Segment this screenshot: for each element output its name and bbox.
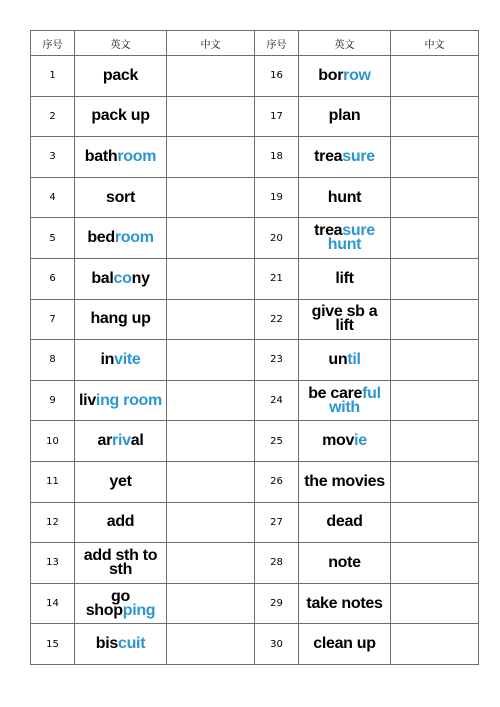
table-row (31, 421, 479, 462)
english-word-text (301, 224, 389, 252)
table-row (31, 461, 479, 502)
english-word (75, 56, 167, 97)
english-word (299, 299, 391, 340)
chinese-answer-blank[interactable] (391, 461, 479, 502)
chinese-answer-blank[interactable] (167, 583, 255, 624)
english-word-text (314, 147, 375, 165)
item-number: 15 (31, 624, 75, 665)
item-number: 20 (255, 218, 299, 259)
table-row (31, 258, 479, 299)
english-word (75, 258, 167, 299)
chinese-answer-blank[interactable] (391, 340, 479, 381)
english-word-text (335, 269, 354, 287)
chinese-answer-blank[interactable] (391, 380, 479, 421)
header-num-left: 序号 (31, 31, 75, 56)
english-word-text (98, 434, 144, 448)
item-number: 14 (31, 583, 75, 624)
item-number: 12 (31, 502, 75, 543)
english-word-text (301, 384, 389, 416)
table-row (31, 502, 479, 543)
english-word-text (107, 515, 135, 529)
english-word-text (306, 594, 383, 612)
english-word (299, 624, 391, 665)
highlighted-syllable: ing room (95, 391, 162, 409)
highlighted-syllable: riv (112, 432, 131, 450)
chinese-answer-blank[interactable] (391, 258, 479, 299)
item-number: 6 (31, 258, 75, 299)
english-word (75, 502, 167, 543)
english-word-text (100, 350, 141, 368)
header-en-left: 英文 (75, 31, 167, 56)
english-word-text (329, 109, 361, 123)
english-word-text (328, 553, 361, 571)
word-segment: un (328, 350, 348, 368)
english-word-text (102, 66, 139, 84)
chinese-answer-blank[interactable] (167, 218, 255, 259)
english-word-text (326, 515, 362, 529)
word-segment: add sth to sth (83, 546, 158, 578)
item-number: 24 (255, 380, 299, 421)
word-segment: in (100, 350, 115, 368)
english-word (75, 421, 167, 462)
highlighted-syllable: ie (354, 432, 367, 450)
highlighted-syllable: sure (342, 147, 375, 165)
item-number: 3 (31, 137, 75, 178)
english-word (299, 340, 391, 381)
english-word (299, 137, 391, 178)
chinese-answer-blank[interactable] (391, 299, 479, 340)
word-segment: bath (84, 147, 118, 165)
item-number: 28 (255, 543, 299, 584)
word-segment: pack up (91, 107, 150, 125)
item-number: 5 (31, 218, 75, 259)
item-number: 13 (31, 543, 75, 584)
item-number: 4 (31, 177, 75, 218)
highlighted-syllable: co (113, 269, 132, 287)
highlighted-syllable: ping (122, 601, 156, 619)
table-row (31, 96, 479, 137)
word-segment: liv (79, 391, 96, 409)
vocabulary-sheet (30, 30, 470, 665)
english-word-text (84, 147, 157, 165)
word-segment: pack (102, 66, 139, 84)
chinese-answer-blank[interactable] (167, 502, 255, 543)
header-cn-right: 中文 (391, 31, 479, 56)
vocabulary-body (31, 56, 479, 665)
header-num-right: 序号 (255, 31, 299, 56)
chinese-answer-blank[interactable] (391, 137, 479, 178)
header-en-right: 英文 (299, 31, 391, 56)
english-word-text (90, 312, 150, 326)
word-segment: mov (322, 432, 355, 450)
english-word-text (77, 587, 165, 619)
highlighted-syllable: room (117, 147, 157, 165)
chinese-answer-blank[interactable] (391, 421, 479, 462)
english-word (75, 177, 167, 218)
item-number: 10 (31, 421, 75, 462)
vocabulary-table (30, 30, 479, 665)
table-row (31, 583, 479, 624)
item-number: 1 (31, 56, 75, 97)
word-segment: add (106, 513, 135, 531)
english-word (299, 56, 391, 97)
english-word (75, 299, 167, 340)
word-segment: trea (314, 147, 343, 165)
header-row (31, 31, 479, 56)
item-number: 27 (255, 502, 299, 543)
word-segment: ar (97, 432, 113, 450)
word-segment: take notes (306, 594, 383, 612)
highlighted-syllable: vite (114, 350, 141, 368)
word-segment: hang up (90, 310, 151, 328)
english-word (75, 340, 167, 381)
english-word-text (109, 472, 132, 490)
english-word (75, 96, 167, 137)
chinese-answer-blank[interactable] (167, 56, 255, 97)
item-number: 19 (255, 177, 299, 218)
word-segment: hunt (327, 188, 362, 206)
table-row (31, 299, 479, 340)
highlighted-syllable: room (114, 229, 154, 247)
highlighted-syllable: row (343, 66, 371, 84)
table-row (31, 177, 479, 218)
english-word (75, 624, 167, 665)
chinese-answer-blank[interactable] (167, 177, 255, 218)
item-number: 26 (255, 461, 299, 502)
chinese-answer-blank[interactable] (167, 258, 255, 299)
header-cn-left: 中文 (167, 31, 255, 56)
item-number: 23 (255, 340, 299, 381)
english-word-text (91, 269, 150, 287)
word-segment: ny (131, 269, 150, 287)
chinese-answer-blank[interactable] (391, 56, 479, 97)
english-word-text (322, 434, 367, 448)
english-word-text (327, 188, 362, 206)
english-word-text (105, 188, 136, 206)
highlighted-syllable: til (347, 350, 361, 368)
item-number: 8 (31, 340, 75, 381)
english-word (75, 461, 167, 502)
english-word (299, 502, 391, 543)
item-number: 2 (31, 96, 75, 137)
item-number: 29 (255, 583, 299, 624)
english-word-text (79, 391, 162, 409)
item-number: 9 (31, 380, 75, 421)
chinese-answer-blank[interactable] (167, 624, 255, 665)
chinese-answer-blank[interactable] (167, 299, 255, 340)
english-word (299, 421, 391, 462)
chinese-answer-blank[interactable] (391, 218, 479, 259)
word-segment: note (328, 553, 361, 571)
word-segment: bed (87, 229, 115, 247)
item-number: 30 (255, 624, 299, 665)
chinese-answer-blank[interactable] (167, 137, 255, 178)
english-word (299, 583, 391, 624)
word-segment: trea (314, 222, 343, 240)
chinese-answer-blank[interactable] (167, 380, 255, 421)
english-word (75, 543, 167, 584)
item-number: 25 (255, 421, 299, 462)
word-segment: give sb a lift (311, 303, 378, 335)
item-number: 21 (255, 258, 299, 299)
english-word-text (77, 546, 165, 578)
english-word (299, 96, 391, 137)
english-word (75, 137, 167, 178)
chinese-answer-blank[interactable] (391, 583, 479, 624)
english-word-text (96, 637, 145, 651)
chinese-answer-blank[interactable] (167, 461, 255, 502)
english-word (299, 543, 391, 584)
table-row (31, 624, 479, 665)
english-word-text (313, 637, 376, 651)
highlighted-syllable: ful with (329, 384, 381, 416)
chinese-answer-blank[interactable] (167, 421, 255, 462)
word-segment: be care (308, 384, 363, 402)
word-segment: clean up (313, 635, 376, 653)
table-row (31, 218, 479, 259)
chinese-answer-blank[interactable] (391, 502, 479, 543)
english-word (299, 177, 391, 218)
word-segment: yet (109, 472, 132, 490)
english-word-text (328, 350, 361, 368)
table-row (31, 380, 479, 421)
word-segment: lift (335, 269, 354, 287)
item-number: 22 (255, 299, 299, 340)
english-word-text (304, 472, 385, 490)
table-row (31, 56, 479, 97)
english-word (299, 380, 391, 421)
item-number: 11 (31, 461, 75, 502)
table-row (31, 137, 479, 178)
word-segment: sort (105, 188, 136, 206)
english-word-text (91, 109, 149, 123)
highlighted-syllable: cuit (117, 635, 146, 653)
table-row (31, 543, 479, 584)
word-segment: al (130, 432, 144, 450)
word-segment: plan (328, 107, 361, 125)
english-word-text (87, 231, 153, 245)
word-segment: dead (326, 513, 363, 531)
highlighted-syllable: sure hunt (327, 222, 375, 254)
chinese-answer-blank[interactable] (167, 340, 255, 381)
chinese-answer-blank[interactable] (167, 543, 255, 584)
word-segment: bis (95, 635, 118, 653)
item-number: 16 (255, 56, 299, 97)
english-word (75, 583, 167, 624)
english-word (75, 218, 167, 259)
english-word (299, 461, 391, 502)
chinese-answer-blank[interactable] (391, 624, 479, 665)
english-word (299, 218, 391, 259)
item-number: 7 (31, 299, 75, 340)
english-word (75, 380, 167, 421)
chinese-answer-blank[interactable] (391, 177, 479, 218)
word-segment: bal (91, 269, 114, 287)
chinese-answer-blank[interactable] (167, 96, 255, 137)
item-number: 17 (255, 96, 299, 137)
word-segment: go shop (85, 587, 130, 619)
chinese-answer-blank[interactable] (391, 96, 479, 137)
item-number: 18 (255, 137, 299, 178)
english-word (299, 258, 391, 299)
table-row (31, 340, 479, 381)
chinese-answer-blank[interactable] (391, 543, 479, 584)
word-segment: the movies (304, 472, 385, 490)
word-segment: bor (318, 66, 344, 84)
english-word-text (318, 66, 371, 84)
english-word-text (301, 305, 389, 333)
